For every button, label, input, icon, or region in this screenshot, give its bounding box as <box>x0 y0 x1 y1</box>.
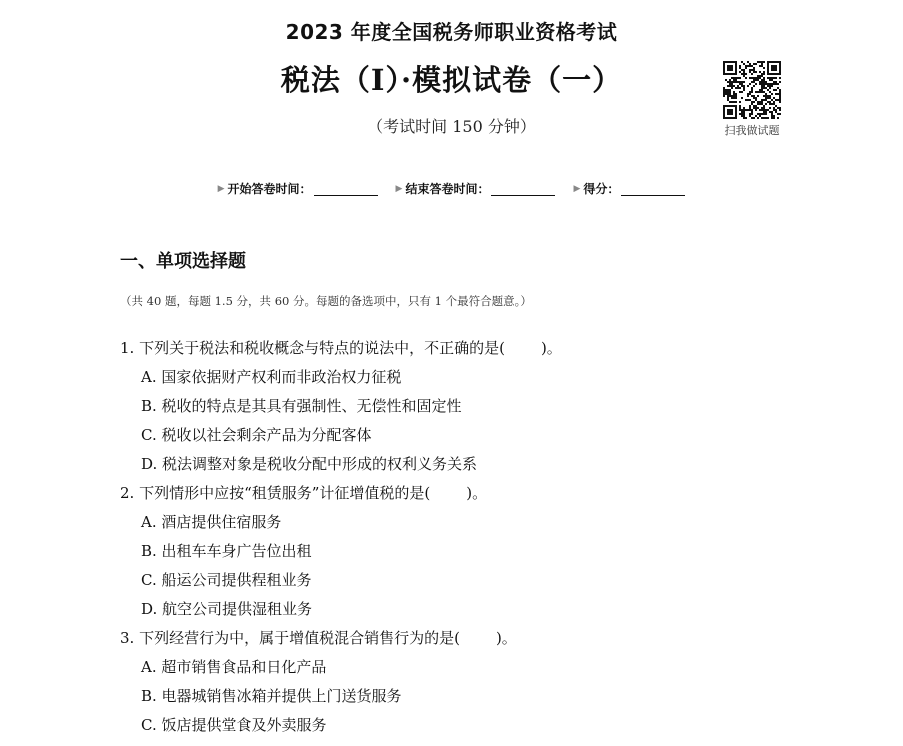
answer-fields <box>0 180 903 197</box>
option-item[interactable]: C. 饭店提供堂食及外卖服务 <box>141 716 327 734</box>
score-label: 得分： <box>583 182 620 196</box>
option-item[interactable]: B. 税收的特点是其具有强制性、无偿性和固定性 <box>141 397 462 415</box>
triangle-bullet-icon: ▶ <box>573 183 581 194</box>
triangle-bullet-icon: ▶ <box>217 183 225 194</box>
option-item[interactable]: A. 酒店提供住宿服务 <box>141 513 282 531</box>
option-item[interactable]: C. 税收以社会剩余产品为分配客体 <box>141 426 372 444</box>
exam-title: 2023 年度全国税务师职业资格考试 <box>285 20 618 44</box>
option-item[interactable]: B. 出租车车身广告位出租 <box>141 542 312 560</box>
option-item[interactable]: C. 船运公司提供程租业务 <box>141 571 312 589</box>
question-1-stem: 1. 下列关于税法和税收概念与特点的说法中，不正确的是( )。 <box>120 339 562 357</box>
option-item[interactable]: A. 国家依据财产权利而非政治权力征税 <box>141 368 402 386</box>
qr-code-block <box>722 61 782 138</box>
start-time-blank[interactable] <box>314 181 378 196</box>
section-note: （共 40 题，每题 1.5 分，共 60 分。每题的备选项中，只有 1 个最符合题意。） <box>120 294 532 308</box>
option-item[interactable]: D. 税法调整对象是税收分配中形成的权利义务关系 <box>141 455 478 473</box>
option-item[interactable]: A. 超市销售食品和日化产品 <box>141 658 327 676</box>
question-list <box>120 334 820 740</box>
end-time-blank[interactable] <box>491 181 555 196</box>
start-time-label: 开始答卷时间： <box>227 182 312 196</box>
question-2-stem: 2. 下列情形中应按“租赁服务”计征增值税的是( )。 <box>120 484 488 502</box>
end-time-label: 结束答卷时间： <box>405 182 490 196</box>
section-heading: 一、单项选择题 <box>120 251 246 272</box>
score-blank[interactable] <box>621 181 685 196</box>
option-item[interactable]: B. 电器城销售冰箱并提供上门送货服务 <box>141 687 402 705</box>
score-field[interactable] <box>573 180 685 197</box>
qr-code-icon <box>723 61 781 119</box>
paper-title: 税法（Ⅰ）·模拟试卷（一） <box>280 63 623 97</box>
start-time-field[interactable] <box>218 180 378 197</box>
triangle-bullet-icon: ▶ <box>395 183 403 194</box>
end-time-field[interactable] <box>396 180 556 197</box>
question-3-stem: 3. 下列经营行为中，属于增值税混合销售行为的是( )。 <box>120 629 517 647</box>
exam-time: （考试时间 150 分钟） <box>367 117 536 136</box>
option-item[interactable]: D. 航空公司提供湿租业务 <box>141 600 313 618</box>
qr-caption: 扫我做试题 <box>724 124 780 137</box>
